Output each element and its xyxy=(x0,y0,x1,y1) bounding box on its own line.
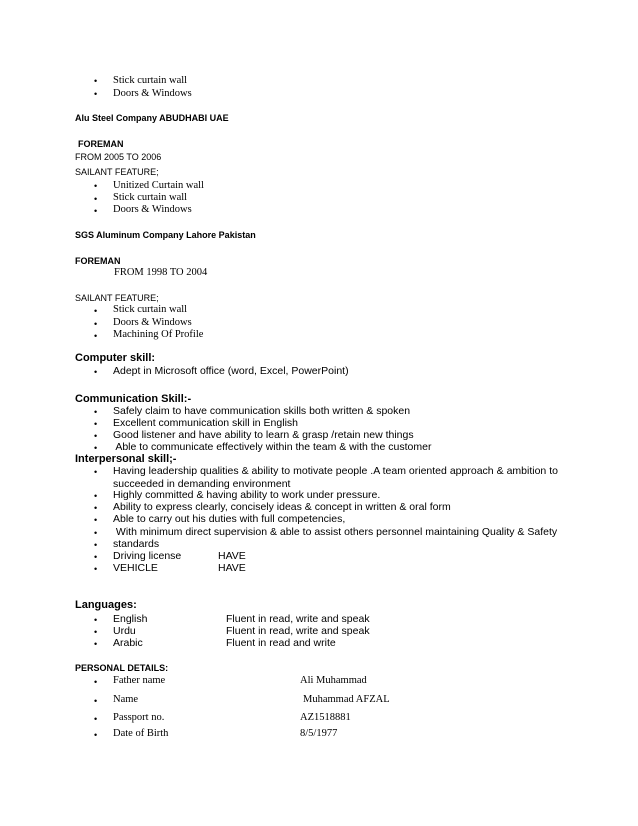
bullet-marker: • xyxy=(94,639,98,649)
bullet-marker: • xyxy=(94,431,98,441)
pair-value: HAVE xyxy=(218,550,246,562)
bullet-marker: • xyxy=(94,443,98,453)
language-level: Fluent in read, write and speak xyxy=(226,613,370,625)
bullet-marker: • xyxy=(94,503,98,513)
bullet-marker: • xyxy=(94,331,98,341)
detail-value: Ali Muhammad xyxy=(300,675,367,686)
bullet-marker: • xyxy=(94,194,98,204)
list-item: Adept in Microsoft office (word, Excel, PowerPoint) xyxy=(113,365,349,377)
list-item: With minimum direct supervision & able to assist others personnel maintaining Quality & Safety xyxy=(113,526,558,538)
bullet-marker: • xyxy=(94,319,98,329)
detail-value: AZ1518881 xyxy=(300,712,351,723)
bullet-marker: • xyxy=(94,730,98,740)
list-item: Machining Of Profile xyxy=(113,329,204,340)
section-heading: Computer skill: xyxy=(75,352,156,364)
language-level: Fluent in read, write and speak xyxy=(226,625,370,637)
list-item: standards xyxy=(113,538,160,550)
detail-label: Father name xyxy=(113,675,166,686)
feature-label: SAILANT FEATURE; xyxy=(75,293,159,303)
bullet-marker: • xyxy=(94,627,98,637)
bullet-marker: • xyxy=(94,206,98,216)
language-name: Urdu xyxy=(113,625,136,637)
language-name: Arabic xyxy=(113,637,143,649)
bullet-marker: • xyxy=(94,552,98,562)
list-item: Stick curtain wall xyxy=(113,75,188,86)
list-item: Able to communicate effectively within the team & with the customer xyxy=(113,441,432,453)
bullet-marker: • xyxy=(94,528,98,538)
job-period: FROM 2005 TO 2006 xyxy=(75,152,162,162)
detail-label: Date of Birth xyxy=(113,728,169,739)
list-item: Stick curtain wall xyxy=(113,304,188,315)
list-item: Doors & Windows xyxy=(113,88,192,99)
bullet-marker: • xyxy=(94,89,98,99)
bullet-marker: • xyxy=(94,367,98,377)
bullet-marker: • xyxy=(94,540,98,550)
language-name: English xyxy=(113,613,148,625)
list-item: Unitized Curtain wall xyxy=(113,180,204,191)
bullet-marker: • xyxy=(94,306,98,316)
job-title: FOREMAN xyxy=(75,256,121,266)
bullet-marker: • xyxy=(94,419,98,429)
section-heading: PERSONAL DETAILS: xyxy=(75,663,169,673)
pair-label: Driving license xyxy=(113,550,182,562)
bullet-marker: • xyxy=(94,677,98,687)
feature-label: SAILANT FEATURE; xyxy=(75,167,159,177)
bullet-marker: • xyxy=(94,714,98,724)
list-item: Good listener and have ability to learn & grasp /retain new things xyxy=(113,429,414,441)
pair-label: VEHICLE xyxy=(113,562,158,574)
list-item: Safely claim to have communication skills both written & spoken xyxy=(113,405,411,417)
list-item: Able to carry out his duties with full competencies, xyxy=(113,513,346,525)
list-item: Having leadership qualities & ability to motivate people .A team oriented approach & ambition to succeeded in demanding environment xyxy=(113,465,558,490)
section-heading: Communication Skill:- xyxy=(75,393,192,405)
bullet-marker: • xyxy=(94,564,98,574)
bullet-marker: • xyxy=(94,181,98,191)
list-item: Doors & Windows xyxy=(113,204,192,215)
detail-value: 8/5/1977 xyxy=(300,728,338,739)
bullet-marker: • xyxy=(94,491,98,501)
bullet-marker: • xyxy=(94,515,98,525)
bullet-marker: • xyxy=(94,615,98,625)
job-title: FOREMAN xyxy=(78,139,124,149)
bullet-marker: • xyxy=(94,696,98,706)
company-name: Alu Steel Company ABUDHABI UAE xyxy=(75,113,229,123)
company-name: SGS Aluminum Company Lahore Pakistan xyxy=(75,230,256,240)
section-heading: Interpersonal skill;- xyxy=(75,453,177,465)
detail-value: Muhammad AFZAL xyxy=(303,694,390,705)
section-heading: Languages: xyxy=(75,599,137,611)
list-item: Highly committed & having ability to work under pressure. xyxy=(113,489,381,501)
detail-label: Passport no. xyxy=(113,712,165,723)
detail-label: Name xyxy=(113,694,139,705)
language-level: Fluent in read and write xyxy=(226,637,336,649)
list-item: Excellent communication skill in English xyxy=(113,417,298,429)
bullet-marker: • xyxy=(94,76,98,86)
job-period: FROM 1998 TO 2004 xyxy=(114,267,208,278)
pair-value: HAVE xyxy=(218,562,246,574)
list-item: Doors & Windows xyxy=(113,317,192,328)
list-item: Ability to express clearly, concisely ideas & concept in written & oral form xyxy=(113,501,451,513)
list-item: Stick curtain wall xyxy=(113,192,188,203)
bullet-marker: • xyxy=(94,467,98,477)
bullet-marker: • xyxy=(94,407,98,417)
